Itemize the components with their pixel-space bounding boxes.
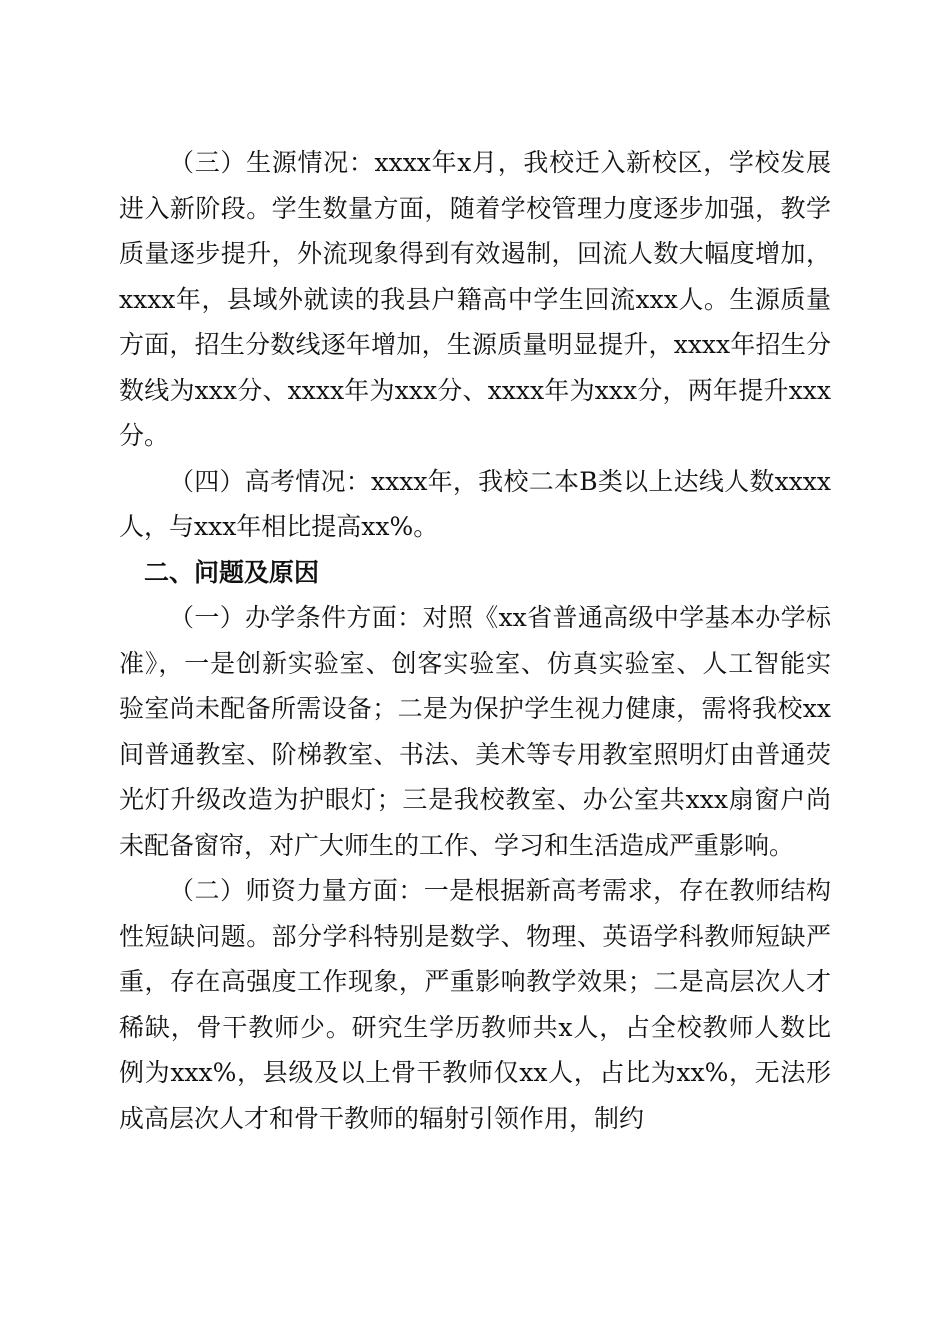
- paragraph-school-conditions: （一）办学条件方面：对照《xx省普通高级中学基本办学标准》，一是创新实验室、创客实验室、仿真实验室、人工智能实验室尚未配备所需设备；二是为保护学生视力健康，需将我校xx间普通教室、阶梯教室、书法、美术等专用教室照明灯由普通荧光灯升级改造为护眼灯；三是我校教室、办公室共xxx扇窗户尚未配备窗帘，对广大师生的工作、学习和生活造成严重影响。: [119, 603, 831, 860]
- paragraph-teaching-staff: （二）师资力量方面：一是根据新高考需求，存在教师结构性短缺问题。部分学科特别是数学、物理、英语学科教师短缺严重，存在高强度工作现象，严重影响教学效果；二是高层次人才稀缺，骨干教师少。研究生学历教师共x人，占全校教师人数比例为xxx%，县级及以上骨干教师仅xx人，占比为xx%，无法形成高层次人才和骨干教师的辐射引领作用，制约: [119, 876, 831, 1133]
- paragraph-gaokao: （四）高考情况：xxxx年，我校二本B类以上达线人数xxxx人，与xxx年相比提高xx%。: [119, 466, 831, 541]
- section-heading-problems: 二、问题及原因: [144, 557, 320, 587]
- document-page: [119, 140, 831, 1141]
- paragraph-student-source: （三）生源情况：xxxx年x月，我校迁入新校区，学校发展进入新阶段。学生数量方面，随着学校管理力度逐步加强，教学质量逐步提升，外流现象得到有效遏制，回流人数大幅度增加，xxxx年，县域外就读的我县户籍高中学生回流xxx人。生源质量方面，招生分数线逐年增加，生源质量明显提升，xxxx年招生分数线为xxx分、xxxx年为xxx分、xxxx年为xxx分，两年提升xxx分。: [119, 148, 831, 450]
